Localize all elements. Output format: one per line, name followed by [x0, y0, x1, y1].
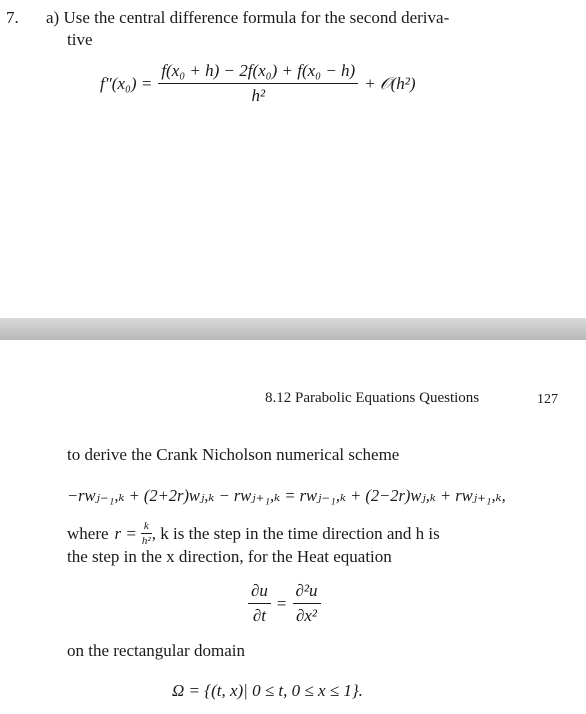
heat-equation	[248, 580, 321, 627]
running-header: 8.12 Parabolic Equations Questions	[265, 390, 480, 406]
domain-set: Ω = {(t, x)| 0 ≤ t, 0 ≤ x ≤ 1}.	[172, 681, 363, 700]
where-r: r =	[114, 523, 137, 543]
heat-eq-sign: =	[276, 593, 287, 613]
where-frac-num: k	[141, 520, 152, 534]
formula-lhs: f″(x₀) =	[100, 73, 153, 93]
part-a-text-line1: a) Use the central difference formula for the second deriva-	[46, 8, 450, 27]
heat-lhs-den: ∂t	[252, 606, 267, 625]
derive-text: to derive the Crank Nicholson numerical scheme	[67, 445, 400, 464]
heat-rhs-num: ∂²u	[293, 580, 321, 604]
formula-fraction	[158, 60, 358, 107]
where-line2: the step in the x direction, for the Heat equation	[67, 547, 392, 566]
part-a-text-line2: tive	[67, 30, 93, 49]
page-separator	[0, 318, 586, 340]
heat-lhs	[248, 580, 271, 627]
heat-rhs-den: ∂x²	[295, 606, 318, 625]
formula-denominator: h²	[251, 86, 266, 105]
central-difference-formula	[100, 60, 416, 107]
where-fraction	[141, 520, 152, 547]
heat-lhs-num: ∂u	[248, 580, 271, 604]
crank-nicholson-scheme: −rwⱼ₋₁,ₖ + (2+2r)wⱼ,ₖ − rwⱼ₊₁,ₖ = rwⱼ₋₁,ₖ + (2−2r)wⱼ,ₖ + rwⱼ₊₁,ₖ,	[67, 486, 506, 505]
domain-text: on the rectangular domain	[67, 641, 245, 660]
where-frac-den: h²	[141, 535, 151, 547]
where-line1	[67, 520, 440, 547]
formula-numerator: f(x₀ + h) − 2f(x₀) + f(x₀ − h)	[158, 60, 358, 84]
where-rest: , k is the step in the time direction and h is	[151, 523, 440, 543]
where-prefix: where	[67, 523, 109, 543]
formula-tail: + 𝒪(h²)	[364, 73, 416, 93]
problem-number: 7.	[6, 8, 19, 27]
heat-rhs	[293, 580, 321, 627]
page-number: 127	[537, 392, 558, 407]
